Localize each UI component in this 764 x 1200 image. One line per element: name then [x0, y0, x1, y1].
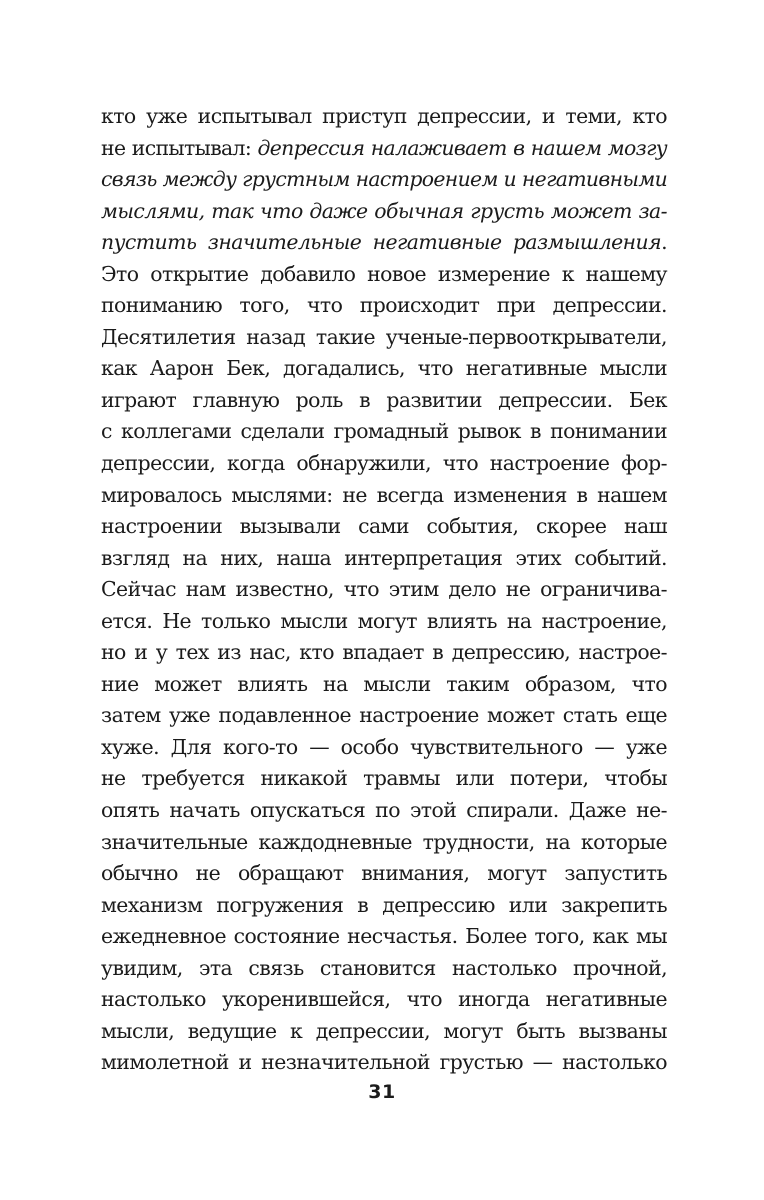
text-line: [101, 448, 667, 480]
text-line: [101, 196, 667, 228]
text-run: играют главную роль в развитии депрессии. Бек: [101, 387, 667, 412]
text-run: как Аарон Бек, догадались, что негативные мысли: [101, 356, 667, 381]
text-line: [101, 416, 667, 448]
italic-text-run: депрессия налаживает в нашем мозгу: [257, 135, 667, 160]
text-line: [101, 669, 667, 701]
body-text: [101, 101, 667, 1079]
text-run: Это открытие добавило новое измерение к нашему: [101, 261, 667, 286]
text-line: [101, 353, 667, 385]
text-run: мысли, ведущие к депрессии, могут быть вызваны: [101, 1018, 667, 1043]
text-line: [101, 984, 667, 1016]
text-line: [101, 1047, 667, 1079]
text-run: мировалось мыслями: не всегда изменения в нашем: [101, 482, 667, 507]
text-line: [101, 763, 667, 795]
text-run: затем уже подавленное настроение может стать еще: [101, 703, 667, 728]
text-line: [101, 795, 667, 827]
text-run: депрессии, когда обнаружили, что настроение фор-: [101, 451, 667, 476]
text-line: [101, 1016, 667, 1048]
italic-text-run: мыслями, так что даже обычная грусть может за-: [101, 198, 667, 223]
text-line: [101, 322, 667, 354]
text-run: не испытывал:: [101, 135, 258, 160]
text-run: пониманию того, что происходит при депрессии.: [101, 293, 667, 318]
italic-text-run: пустить значительные негативные размышления: [101, 230, 662, 255]
text-run: Десятилетия назад такие ученые-первооткрыватели,: [101, 324, 667, 349]
italic-text-run: связь между грустным настроением и негативными: [101, 167, 668, 192]
text-run: Сейчас нам известно, что этим дело не ограничива-: [101, 577, 667, 602]
text-run: с коллегами сделали громадный рывок в понимании: [101, 419, 667, 444]
text-run: механизм погружения в депрессию или закрепить: [101, 892, 667, 917]
text-run: увидим, эта связь становится настолько прочной,: [101, 955, 667, 980]
text-run: настроении вызывали сами события, скорее наш: [101, 514, 667, 539]
text-run: .: [661, 230, 667, 255]
text-line: [101, 953, 667, 985]
text-line: [101, 921, 667, 953]
text-line: [101, 511, 667, 543]
text-line: [101, 133, 667, 165]
text-run: кто уже испытывал приступ депрессии, и теми, кто: [101, 104, 667, 128]
text-line: [101, 227, 667, 259]
text-run: ежедневное состояние несчастья. Более того, как мы: [101, 924, 667, 949]
text-run: опять начать опускаться по этой спирали. Даже не-: [101, 798, 667, 823]
text-line: [101, 543, 667, 575]
text-line: [101, 101, 667, 133]
text-run: ние может влиять на мысли таким образом, что: [101, 671, 667, 696]
text-line: [101, 637, 667, 669]
text-run: но и у тех из нас, кто впадает в депрессию, настрое-: [101, 640, 667, 665]
text-run: хуже. Для кого-то — особо чувствительного — уже: [101, 734, 667, 759]
text-line: [101, 290, 667, 322]
text-run: мимолетной и незначительной грустью — настолько: [101, 1050, 667, 1075]
text-line: [101, 827, 667, 859]
text-run: не требуется никакой травмы или потери, чтобы: [101, 766, 667, 791]
text-line: [101, 606, 667, 638]
page-number: 31: [368, 1081, 396, 1103]
text-line: [101, 700, 667, 732]
text-line: [101, 259, 667, 291]
text-run: настолько укоренившейся, что иногда негативные: [101, 987, 667, 1012]
text-line: [101, 164, 667, 196]
text-line: [101, 732, 667, 764]
text-run: взгляд на них, наша интерпретация этих событий.: [101, 545, 667, 570]
text-run: значительные каждодневные трудности, на которые: [101, 829, 667, 854]
text-run: ется. Не только мысли могут влиять на настроение,: [101, 608, 667, 633]
text-line: [101, 890, 667, 922]
text-run: обычно не обращают внимания, могут запустить: [101, 861, 667, 886]
text-line: [101, 385, 667, 417]
text-line: [101, 858, 667, 890]
text-line: [101, 480, 667, 512]
text-line: [101, 574, 667, 606]
